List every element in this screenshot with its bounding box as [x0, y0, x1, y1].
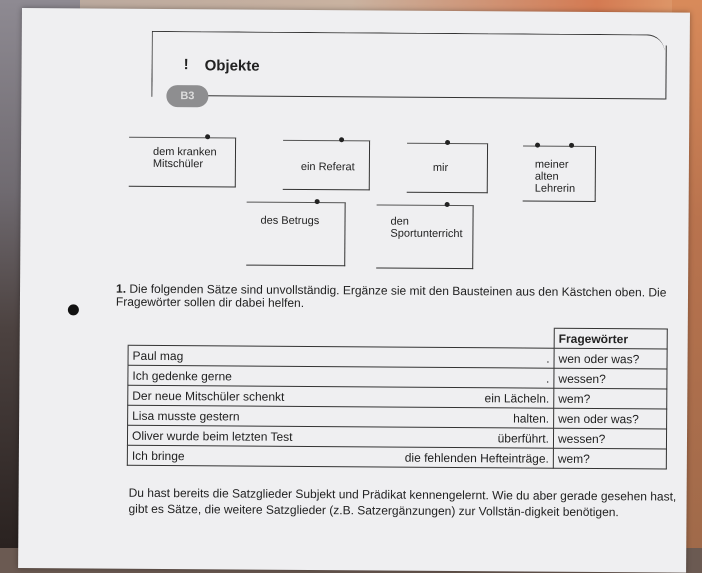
question-word: wen oder was?: [554, 408, 667, 429]
question-word: wen oder was?: [554, 348, 667, 369]
question-word: wessen?: [553, 428, 666, 449]
question-word: wem?: [554, 388, 667, 409]
sentence-start: Oliver wurde beim letzten Test: [131, 428, 293, 444]
word-block-text: mir: [432, 161, 449, 174]
question-word: wessen?: [554, 368, 667, 389]
word-block-5: [246, 202, 345, 267]
table-row: [127, 445, 666, 469]
word-block-text: dem kranken Mitschüler: [152, 145, 217, 171]
task-number: 1.: [115, 281, 127, 296]
word-block-3: [407, 143, 488, 194]
word-block-text: meiner alten Lehrerin: [534, 158, 576, 195]
sentence-end[interactable]: ein Lächeln.: [484, 391, 550, 406]
sentence-start: Paul mag: [132, 348, 184, 364]
exclamation-icon: !: [183, 56, 189, 74]
sentence-start: Ich bringe: [131, 448, 185, 464]
task-instruction: [116, 283, 676, 313]
punch-hole-dot: [68, 304, 79, 315]
sentence-end[interactable]: .: [546, 351, 550, 366]
question-header: Fragewörter: [554, 328, 667, 349]
word-block-6: [376, 204, 473, 269]
word-block-2: [283, 140, 370, 191]
sentence-start: Ich gedenke gerne: [132, 368, 232, 384]
word-block-1: [129, 137, 236, 188]
sentence-end[interactable]: .: [546, 371, 550, 386]
footer-paragraph: Du hast bereits die Satzglieder Subjekt und Prädikat kennengelernt. Wie du aber gerade gesehen hast, gibt es Sätze, die weitere Satzglieder (z.B. Satzergänzungen) zur Vollstän-digkeit benötigen.: [128, 485, 677, 520]
word-block-text: des Betrugs: [260, 214, 320, 228]
sentence-start: Lisa musste gestern: [132, 408, 240, 424]
section-badge: B3: [166, 85, 208, 107]
page-title: Objekte: [204, 57, 260, 75]
word-block-text: ein Referat: [300, 160, 355, 174]
question-word: wem?: [553, 448, 666, 469]
word-block-4: [523, 146, 596, 203]
exercise-table: [127, 325, 668, 470]
sentence-end[interactable]: die fehlenden Hefteinträge.: [404, 450, 549, 466]
sentence-end[interactable]: überführt.: [497, 431, 550, 446]
worksheet: [18, 8, 690, 573]
word-block-text: den Sportunterricht: [390, 215, 463, 241]
sentence-end[interactable]: halten.: [513, 411, 550, 426]
sentence-start: Der neue Mitschüler schenkt: [132, 388, 285, 404]
task-text: Die folgenden Sätze sind unvollständig. Ergänze sie mit den Bausteinen aus den Kästchen oben. Die Fragewörter sollen dir dabei helfen.: [115, 281, 667, 310]
